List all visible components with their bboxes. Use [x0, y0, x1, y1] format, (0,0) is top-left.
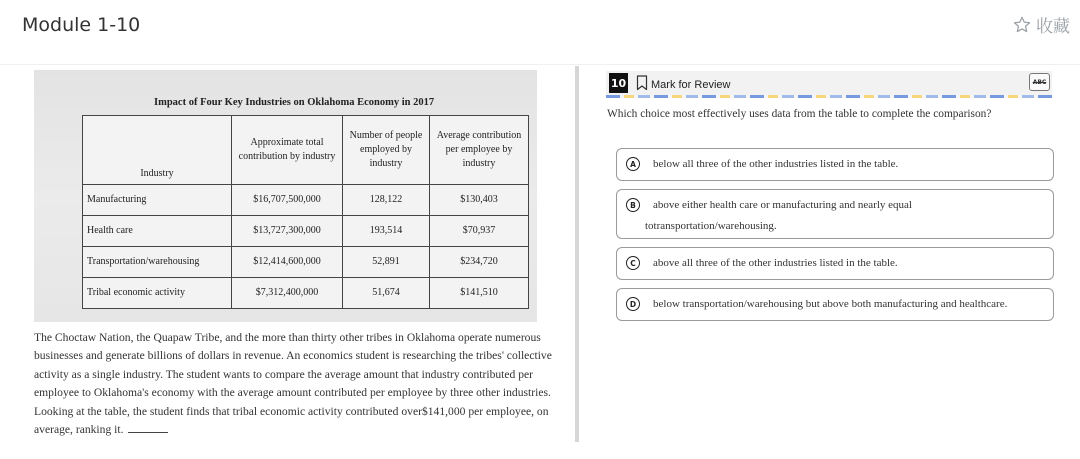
passage-body: The Choctaw Nation, the Quapaw Tribe, and the more than thirty other tribes in Oklahoma operate numerous businesses and generate billions of dollars in revenue. An economics student is researching the tribes' collective activity as a single industry. The student wants to compare the average amount that industry contributed per employee to Oklahoma's economy with the average amount contributed per employee by three other industries. Looking at the table, the student finds that tribal economic activity contributed over$141,000 per employee, on average, ranking it.: [34, 331, 552, 437]
choice-a[interactable]: [616, 148, 1054, 181]
choice-d[interactable]: [616, 288, 1054, 321]
question-prompt: Which choice most effectively uses data from the table to complete the comparison?: [607, 108, 992, 120]
header-divider: [0, 64, 1080, 65]
choice-c[interactable]: [616, 247, 1054, 280]
answer-blank: [128, 422, 168, 433]
choice-text-line: above either health care or manufacturing and nearly equal: [653, 199, 912, 211]
table-cell: $141,510: [430, 278, 529, 309]
table-row: [83, 278, 529, 309]
choice-letter: D: [626, 297, 640, 311]
toolbar-stripe: [606, 95, 1052, 98]
table-cell: $130,403: [430, 185, 529, 216]
choice-letter: B: [626, 198, 640, 212]
passage-pane: [34, 70, 566, 450]
table-cell: 128,122: [343, 185, 430, 216]
table-cell: 51,674: [343, 278, 430, 309]
pane-divider[interactable]: [575, 66, 579, 442]
table-cell: $16,707,500,000: [232, 185, 343, 216]
mark-for-review-button[interactable]: [636, 75, 730, 94]
choice-letter: A: [626, 157, 640, 171]
choice-text: below transportation/warehousing but above both manufacturing and healthcare.: [653, 298, 1008, 310]
table-cell: Health care: [83, 216, 232, 247]
choice-text: above all three of the other industries listed in the table.: [653, 257, 898, 269]
table-row: [83, 216, 529, 247]
table-cell: Transportation/warehousing: [83, 247, 232, 278]
table-cell: Tribal economic activity: [83, 278, 232, 309]
data-table: [82, 115, 529, 309]
choice-letter: C: [626, 256, 640, 270]
table-cell: $7,312,400,000: [232, 278, 343, 309]
table-header-row: [83, 116, 529, 185]
table-header-cell: Industry: [83, 116, 232, 185]
choice-text-line: totransportation/warehousing.: [645, 220, 777, 232]
mark-for-review-label: Mark for Review: [651, 78, 731, 91]
choice-b[interactable]: [616, 189, 1054, 239]
table-header-cell: Average contribution per employee by industry: [430, 116, 529, 185]
star-icon: [1012, 15, 1032, 35]
table-cell: $13,727,300,000: [232, 216, 343, 247]
table-title: Impact of Four Key Industries on Oklahoma Economy in 2017: [154, 97, 435, 108]
answer-eliminator-button[interactable]: ABC: [1029, 73, 1050, 91]
table-header-cell: Approximate total contribution by industry: [232, 116, 343, 185]
favorite-label: 收藏: [1036, 17, 1070, 37]
table-row: [83, 185, 529, 216]
choice-text: below all three of the other industries listed in the table.: [653, 158, 899, 170]
table-image: [34, 70, 537, 322]
module-title: Module 1-10: [22, 14, 141, 36]
table-cell: Manufacturing: [83, 185, 232, 216]
table-header-cell: Number of people employed by industry: [343, 116, 430, 185]
choice-text: [645, 195, 1049, 237]
header: [0, 0, 1080, 56]
table-cell: $70,937: [430, 216, 529, 247]
question-number: 10: [609, 73, 628, 93]
passage-text: [34, 329, 566, 439]
favorite-button[interactable]: [1012, 12, 1070, 37]
table-row: [83, 247, 529, 278]
table-cell: $12,414,600,000: [232, 247, 343, 278]
table-cell: 52,891: [343, 247, 430, 278]
bookmark-icon: [636, 75, 648, 94]
table-cell: $234,720: [430, 247, 529, 278]
table-cell: 193,514: [343, 216, 430, 247]
